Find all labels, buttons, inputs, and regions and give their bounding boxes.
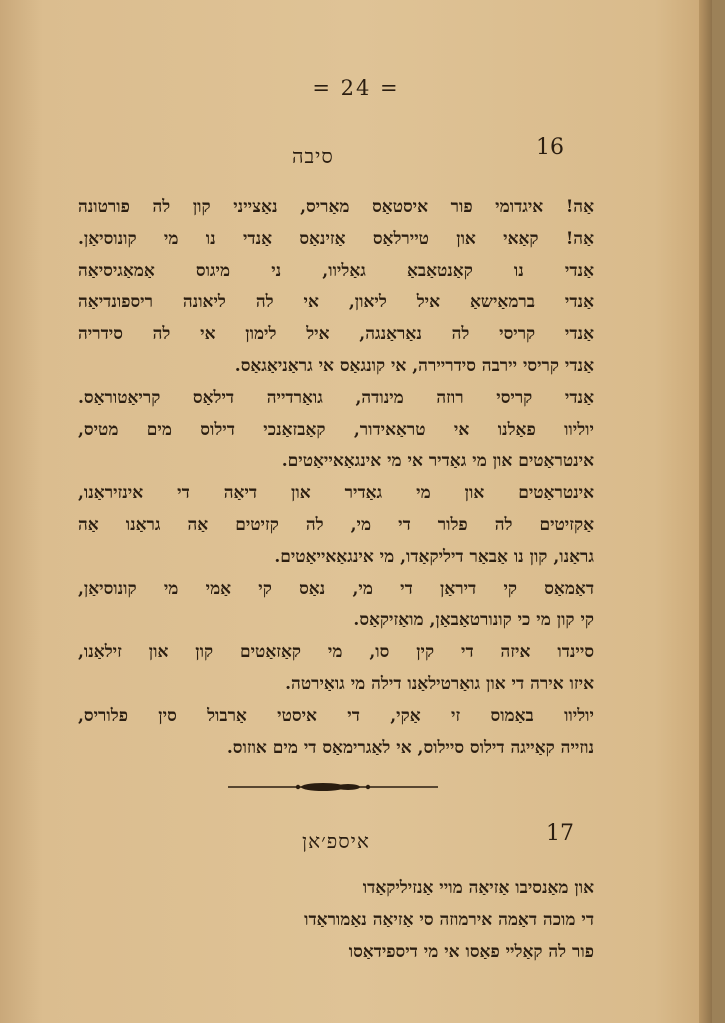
verse-line: די מוכה דאַמה אירמוזה סי אַזיאַה נאַמוראַדו (304, 909, 594, 930)
poem-16-title: סיבה (292, 144, 334, 168)
verse-line: יוליוו באַמוס זי אַקי, די איסטי אַרבול סין פלוריס, (78, 705, 594, 726)
verse-line: אַנדי נו קאַנטאַבאַ גאַליוו, ני מיגוס אַמאַגיסיאַה (78, 260, 594, 281)
verse-line: סיינדו איזה די קין סו, מי קאַזאַטים קון און זילאַנו, (78, 642, 594, 663)
verse-line: קי קון מי כי קונורטאַבאַן, מואַזיקאַס. (353, 610, 594, 631)
verse-line: אַנדי קריסי רוזה מינודה, גואַרדייה דילאַס קריאַטוראַס. (78, 387, 594, 408)
verse-line: אַנדי ברמאַישאַ איל ליאון, אי לה ליאונה ריספונדיאַה (78, 292, 594, 313)
verse-line: דאַמאַס קי דיראַן די מי, נאַס קי אַמי מי קונוסיאַן, (78, 578, 594, 599)
verse-line: גראַנו, קון נו אַבאַר דיליקאַדו, מי אינגאַאייאַטים. (274, 546, 594, 567)
verse-line: און מאַנסיבו אַזיאַה מויי אַנזיליקאַדו (362, 878, 594, 898)
verse-line: פור לה קאַליי פאַסו אי מי דיספידאַסו (348, 941, 594, 962)
verse-line: אַקזיטים לה פלור די מי, לה קזיטים אַה גראַנו אַה (78, 514, 594, 535)
poem-16-number: 16 (536, 135, 564, 160)
verse-line: איזו אירה די און גואַרטילאַנו דילה מי גואַירטה. (285, 673, 594, 694)
page-edge (699, 0, 712, 1023)
verse-line: אַה! קאַאי און טיירלאַס אַזינאַס אַנדי נו מי קונוסיאַן. (78, 228, 594, 249)
verse-line: אינטראַטים און מי גאַדיר און דיאַה די אינזיראַנו, (78, 483, 594, 504)
poem-16-text (78, 192, 594, 764)
verse-line: יוליוו פאַלנו אי טראַאידור, קאַבזאַנכי דילוס מים מטיס, (78, 419, 594, 440)
section-divider-ornament (228, 779, 438, 795)
poem-17-text (78, 873, 594, 968)
poem-17-number: 17 (546, 821, 574, 846)
verse-line: אַנדי קריסי יירבה סידריירה, אי קונגאַס אי גראַניאַגאַס. (234, 355, 594, 376)
poem-17-title: איספ׳אן (302, 829, 370, 853)
verse-line: אַנדי קריסי לה נאַראַנגה, איל לימון אי לה סידריה (78, 324, 594, 345)
verse-line: אינטראַטים און מי גאַדיר אי מי אינגאַאייאַטים. (281, 451, 594, 472)
verse-line: אַה! איגדומי פור איסטאַס מאַריס, נאַצייני קון לה פורטונה (78, 197, 594, 217)
verse-line: נוזייה קאַייגה דילוס סיילוס, אי לאַגרימאַס די מים אוזוס. (226, 737, 594, 758)
page-number: = 24 = (312, 76, 400, 100)
